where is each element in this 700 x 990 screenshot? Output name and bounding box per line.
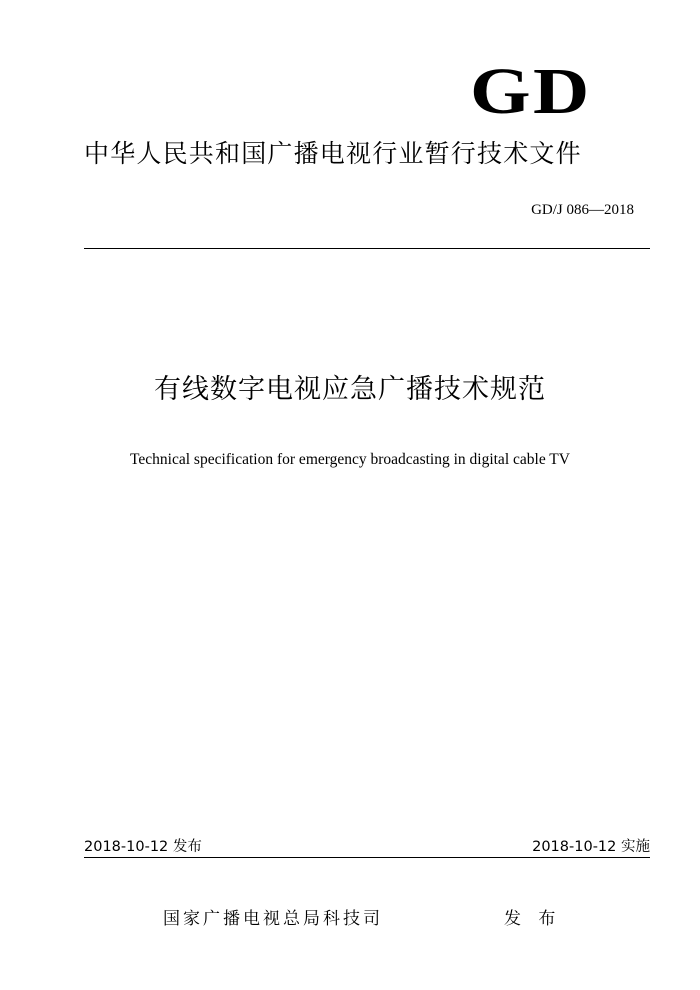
document-title-chinese: 有线数字电视应急广播技术规范 [154,374,546,405]
document-title-english: Technical specification for emergency broadcasting in digital cable TV [130,451,570,468]
implementation-date: 2018-10-12 实施 [532,839,650,855]
footer-divider [84,857,650,858]
gd-logo: GD [470,55,592,128]
publisher-name: 国家广播电视总局科技司 [163,909,383,929]
issue-date: 2018-10-12 发布 [84,839,202,855]
document-type-heading: 中华人民共和国广播电视行业暂行技术文件 [84,139,582,168]
publish-label: 发 布 [504,909,562,929]
header-divider [84,248,650,249]
document-number: GD/J 086—2018 [531,202,634,218]
